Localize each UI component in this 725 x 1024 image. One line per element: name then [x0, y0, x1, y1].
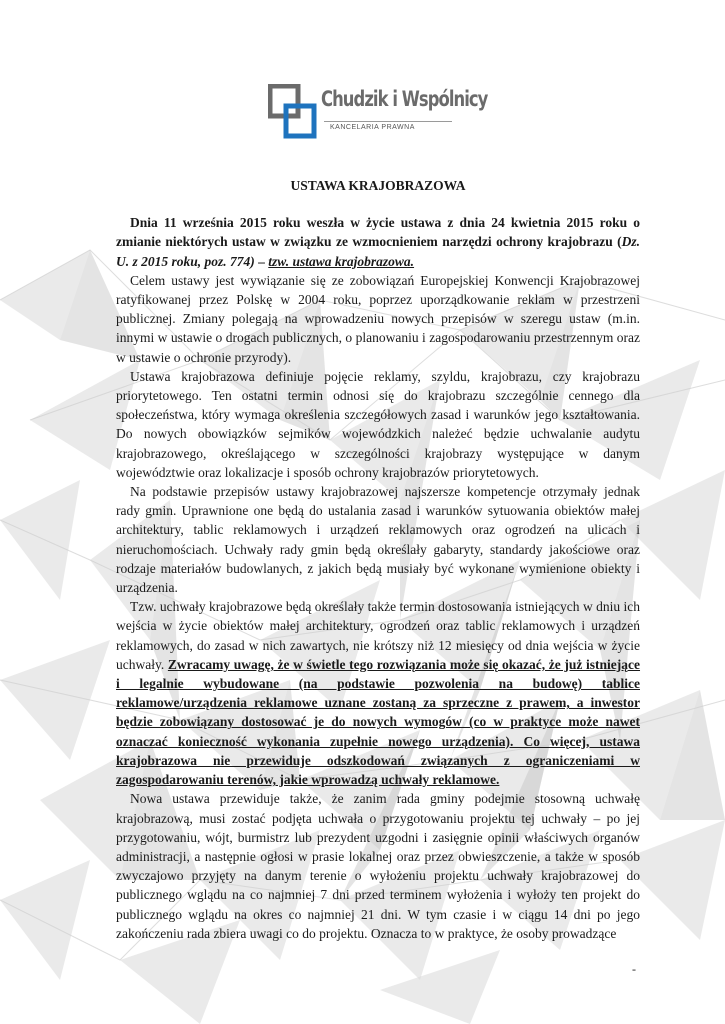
firm-divider [324, 121, 452, 122]
logo-squares-icon [268, 84, 318, 140]
letterhead [268, 84, 488, 144]
paragraph-procedure: Nowa ustawa przewiduje także, że zanim rada gminy podejmie stosowną uchwałę krajobrazową, musi zostać podjęta uchwała o przygotowaniu projektu tej uchwały – po jej przygotowaniu, wójt, burmistrz lub prezydent uzgodni i zasięgnie opinii właściwych organów administracji, a następnie ogłosi w prasie lokalnej oraz przez obwieszczenie, a także w sposób zwyczajowo przyjęty na danym terenie o wyłożeniu projektu uchwały krajobrazowej do publicznego wglądu na co najmniej 7 dni przed terminem wyłożenia i wyłoży ten projekt do publicznego wglądu na okres co najmniej 21 dni. W tym czasie i w ciągu 14 dni po jego zakończeniu rada zbiera uwagi co do projektu. Oznacza to w praktyce, że osoby prowadzące [116, 791, 640, 941]
document-body [116, 176, 640, 943]
lead-text: Dnia 11 września 2015 roku weszła w życie ustawa z dnia 24 kwietnia 2015 roku o zmianie niektórych ustaw w związku ze wzmocnieniem narzędzi ochrony krajobrazu ( [116, 215, 640, 250]
firm-name: Chudzik i Wspólnicy [321, 87, 488, 111]
paragraph-definitions: Ustawa krajobrazowa definiuje pojęcie reklamy, szyldu, krajobrazu, czy krajobrazu priorytetowego. Ten ostatni termin odnosi się do krajobrazu szczególnie cennego dla społeczeństwa, który wymaga określenia szczegółowych zasad i warunków jego kształtowania. Do nowych obowiązków sejmików wojewódzkich należeć będzie uchwalanie audytu krajobrazowego, określającego w szczególności krajobrazy występujące w danym województwie oraz lokalizacje i sposób ochrony krajobrazów priorytetowych. [116, 368, 640, 480]
lead-dash: – [254, 253, 269, 269]
paragraph-deadlines [116, 597, 640, 789]
page-mark: - [632, 962, 636, 976]
paragraph-goal: Celem ustawy jest wywiązanie się ze zobowiązań Europejskiej Konwencji Krajobrazowej ratyfikowanej przez Polskę w 2004 roku, poprzez uporządkowanie reklam w przestrzeni publicznej. Zmiany polegają na wprowadzeniu nowych przepisów w szeregu ustaw (m.in. innymi w ustawie o drogach publicznych, o planowaniu i zagospodarowaniu przestrzennym oraz w ustawie o ochronie przyrody). [116, 272, 640, 365]
lead-paragraph [116, 213, 640, 271]
document-title: USTAWA KRAJOBRAZOWA [290, 178, 466, 193]
deadlines-text: Tzw. uchwały krajobrazowe będą określały także termin dostosowania istniejących w dniu ich wejścia w życie obiektów małej architektury, ogrodzeń oraz tablic reklamowych i urządzeń reklamowych, do zasad w nich zawartych, nie krótszy niż 12 miesięcy od dnia wejścia w życie uchwały. [116, 599, 640, 672]
lead-short-name: tzw. ustawa krajobrazowa. [268, 253, 415, 269]
lead-citation: Dz. U. z 2015 roku, poz. 774) [116, 234, 640, 269]
deadlines-emphasis: Zwracamy uwagę, że w świetle tego rozwiązania może się okazać, że już istniejące i legalnie wybudowane (na podstawie pozwolenia na budowę) tablice reklamowe/urządzenia reklamowe uznane zostaną za sprzeczne z prawem, a inwestor będzie zobowiązany dostosować je do nowych wymogów (co w praktyce może nawet oznaczać konieczność wykonania zupełnie nowego urządzenia). Co więcej, ustawa krajobrazowa nie przewiduje odszkodowań związanych z ograniczeniami w zagospodarowaniu terenów, jakie wprowadzą uchwały reklamowe. [116, 656, 641, 788]
firm-subtitle: KANCELARIA PRAWNA [330, 124, 415, 131]
paragraph-competences: Na podstawie przepisów ustawy krajobrazowej najszersze kompetencje otrzymały jednak rady gmin. Uprawnione one będą do ustalania zasad i warunków sytuowania obiektów małej architektury, tablic reklamowych i urządzeń reklamowych oraz ogrodzeń na ulicach i nieruchomościach. Uchwały rady gmin będą określały gabaryty, standardy jakościowe oraz rodzaje materiałów budowlanych, z jakich będą musiały być wykonane wymienione obiekty i urządzenia. [116, 484, 640, 596]
